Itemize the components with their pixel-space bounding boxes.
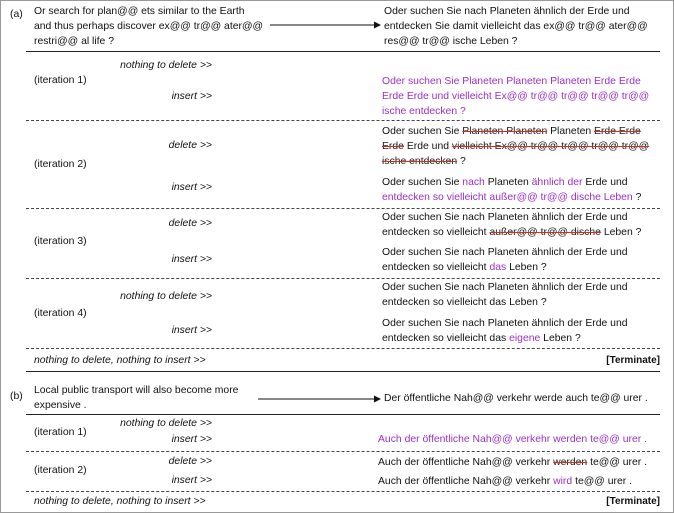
b-it2-del: Auch der öffentliche Nah@@ verkehr werden te@@ urer . bbox=[378, 457, 648, 468]
a-it3-ins-line-1: Oder suchen Sie nach Planeten ähnlich der Erde und bbox=[382, 247, 628, 258]
a-source-line-2: and thus perhaps discover ex@@ tr@@ ater@@ bbox=[34, 21, 264, 32]
a-terminate-label: [Terminate] bbox=[606, 355, 660, 366]
a-it2-ins-line-2: entdecken so vielleicht außer@@ tr@@ dische Leben ? bbox=[382, 192, 642, 203]
a-it2-del-line-3: ische entdecken ? bbox=[382, 156, 466, 167]
a-it1-op2: insert >> bbox=[171, 91, 212, 102]
a-it3-del-line-2: entdecken so vielleicht außer@@ tr@@ dische Leben ? bbox=[382, 227, 642, 238]
a-it1-op1: nothing to delete >> bbox=[120, 60, 212, 71]
a-it1-out-1: Oder suchen Sie Planeten Planeten Planeten Erde Erde bbox=[382, 76, 641, 87]
a-it1-out-2: Erde Erde und vielleicht Ex@@ tr@@ tr@@ tr@@ tr@@ bbox=[382, 91, 650, 102]
a-it1-label: (iteration 1) bbox=[34, 75, 87, 86]
a-it3-op1: delete >> bbox=[168, 218, 212, 229]
a-source-line-3: restri@@ al life ? bbox=[34, 36, 114, 47]
a-it2-op2: insert >> bbox=[171, 182, 212, 193]
b-rule-1 bbox=[26, 451, 660, 452]
a-it2-ins-line-1: Oder suchen Sie nach Planeten ähnlich der Erde und bbox=[382, 177, 628, 188]
a-it1-out-3: ische entdecken ? bbox=[382, 106, 466, 117]
b-it2-op1: delete >> bbox=[168, 456, 212, 467]
a-source-line-1: Or search for plan@@ ets similar to the Earth bbox=[34, 6, 245, 17]
b-source-line-1: Local public transport will also become more bbox=[34, 385, 239, 396]
b-it1-out: Auch der öffentliche Nah@@ verkehr werden te@@ urer . bbox=[378, 434, 647, 445]
a-top-rule bbox=[26, 51, 660, 52]
b-source-line-2: expensive . bbox=[34, 400, 87, 411]
panel-b-label: (b) bbox=[10, 391, 23, 402]
b-it1-op2: insert >> bbox=[171, 434, 212, 445]
b-it2-label: (iteration 2) bbox=[34, 465, 87, 476]
a-it2-del-line-2: Erde Erde und vielleicht Ex@@ tr@@ tr@@ tr@@ tr@@ bbox=[382, 141, 650, 152]
b-it1-label: (iteration 1) bbox=[34, 427, 87, 438]
a-it2-del-line-1: Oder suchen Sie Planeten Planeten Planeten Erde Erde bbox=[382, 126, 641, 137]
b-it2-ins: Auch der öffentliche Nah@@ verkehr wird te@@ urer . bbox=[378, 476, 632, 487]
b-rule-2 bbox=[26, 491, 660, 492]
b-terminate-label: [Terminate] bbox=[606, 496, 660, 507]
b-it2-op2: insert >> bbox=[171, 475, 212, 486]
a-it2-label: (iteration 2) bbox=[34, 159, 87, 170]
b-it1-op1: nothing to delete >> bbox=[120, 418, 212, 429]
a-it4-op2: insert >> bbox=[171, 325, 212, 336]
a-rule-3 bbox=[26, 278, 660, 279]
a-it4-op1: nothing to delete >> bbox=[120, 291, 212, 302]
a-it3-op2: insert >> bbox=[171, 254, 212, 265]
a-it2-op1: delete >> bbox=[168, 140, 212, 151]
a-it4-del-line-2: entdecken so vielleicht das Leben ? bbox=[382, 297, 547, 308]
b-top-rule bbox=[26, 414, 660, 415]
a-it3-label: (iteration 3) bbox=[34, 236, 87, 247]
a-translation-arrow bbox=[270, 19, 382, 31]
a-it4-ins-line-1: Oder suchen Sie nach Planeten ähnlich der Erde und bbox=[382, 318, 628, 329]
a-target-line-1: Oder suchen Sie nach Planeten ähnlich der Erde und bbox=[384, 6, 630, 17]
a-rule-2 bbox=[26, 208, 660, 209]
b-end-label: nothing to delete, nothing to insert >> bbox=[34, 496, 206, 507]
a-it4-label: (iteration 4) bbox=[34, 308, 87, 319]
a-it4-ins-line-2: entdecken so vielleicht das eigene Leben ? bbox=[382, 333, 581, 344]
a-it3-ins-line-2: entdecken so vielleicht das Leben ? bbox=[382, 262, 547, 273]
b-translation-arrow bbox=[258, 393, 382, 405]
a-bottom-rule bbox=[26, 371, 660, 372]
panel-a-label: (a) bbox=[10, 9, 23, 20]
a-target-line-2: entdecken Sie damit vielleicht das ex@@ tr@@ ater@@ bbox=[384, 21, 648, 32]
a-end-label: nothing to delete, nothing to insert >> bbox=[34, 355, 206, 366]
b-target: Der öffentliche Nah@@ verkehr werde auch te@@ urer . bbox=[384, 393, 648, 404]
a-it4-del-line-1: Oder suchen Sie nach Planeten ähnlich der Erde und bbox=[382, 282, 628, 293]
a-target-line-3: res@@ tr@@ ische Leben ? bbox=[384, 36, 518, 47]
a-rule-1 bbox=[26, 120, 660, 121]
a-rule-4 bbox=[26, 348, 660, 349]
a-it3-del-line-1: Oder suchen Sie nach Planeten ähnlich der Erde und bbox=[382, 212, 628, 223]
